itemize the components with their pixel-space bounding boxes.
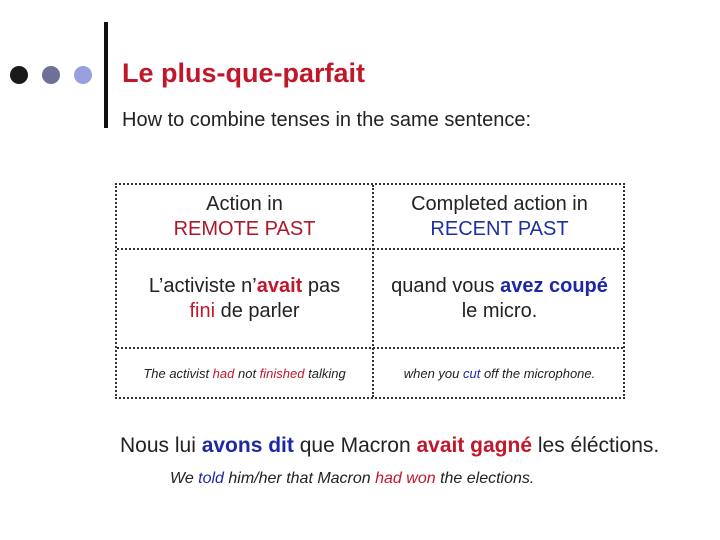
english-remote-text-2: not (234, 365, 260, 381)
english-recent-sentence (374, 349, 625, 399)
example-french-text-3: les éléctions. (532, 434, 660, 457)
french-recent-text-2: le micro. (461, 299, 538, 322)
example-english-text-1: We (170, 470, 199, 487)
english-remote-text-1: The activist (143, 365, 213, 381)
header-remote-line1: Action in (206, 192, 283, 215)
english-remote-sentence (117, 349, 372, 399)
french-remote-verb-1: avait (256, 274, 303, 297)
bullet-dots (10, 66, 92, 84)
french-remote-verb-2: fini (189, 299, 216, 322)
example-french-verb-1: avons dit (201, 434, 294, 457)
example-french-text-2: que Macron (293, 434, 417, 457)
example-english-verb-1: told (198, 470, 224, 487)
header-recent-line2: RECENT PAST (430, 217, 569, 240)
slide-title: Le plus-que-parfait (122, 58, 366, 88)
title-divider (104, 22, 108, 128)
english-remote-verb-2: finished (259, 365, 305, 381)
french-remote-text-3: de parler (215, 299, 300, 322)
bullet-dot-light (74, 66, 92, 84)
header-remote-past (117, 185, 372, 248)
english-recent-text-2: off the microphone. (480, 365, 596, 381)
bullet-dot-mid (42, 66, 60, 84)
example-english-text-2: him/her that Macron (223, 470, 376, 487)
example-french-verb-2: avait gagné (416, 434, 533, 457)
header-recent-line1: Completed action in (411, 192, 588, 215)
french-remote-text-2: pas (302, 274, 341, 297)
french-remote-text-1: L’activiste n’ (148, 274, 257, 297)
french-recent-sentence (374, 250, 625, 347)
tense-table (115, 183, 625, 399)
example-french-sentence (120, 434, 659, 458)
slide-subtitle: How to combine tenses in the same sentence: (122, 109, 532, 131)
english-recent-text-1: when you (403, 365, 463, 381)
french-remote-sentence (117, 250, 372, 347)
example-english-sentence (170, 470, 534, 488)
example-english-text-3: the elections. (435, 470, 535, 487)
french-recent-verb: avez coupé (500, 274, 608, 297)
english-remote-text-3: talking (304, 365, 346, 381)
english-remote-verb-1: had (212, 365, 235, 381)
header-remote-line2: REMOTE PAST (173, 217, 316, 240)
english-recent-verb: cut (463, 365, 481, 381)
example-french-text-1: Nous lui (120, 434, 202, 457)
french-recent-text-1: quand vous (391, 274, 501, 297)
header-recent-past (374, 185, 625, 248)
bullet-dot-dark (10, 66, 28, 84)
example-english-verb-2: had won (375, 470, 436, 487)
